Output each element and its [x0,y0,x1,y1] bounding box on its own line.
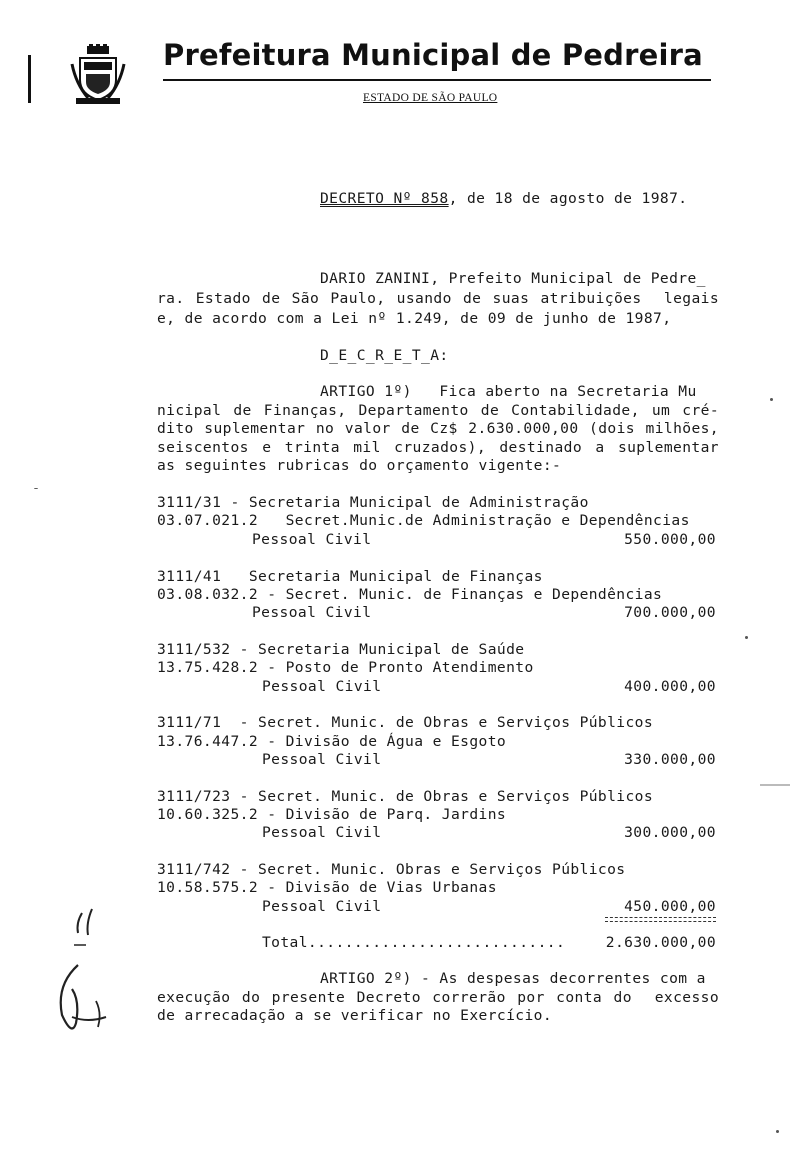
rubric-item: Pessoal Civil [262,751,382,768]
rubric-code: 3111/532 - Secretaria Municipal de Saúde [157,641,525,658]
rubric-amount: 300.000,00 [624,824,716,841]
rubric-amount: 330.000,00 [624,751,716,768]
article2-line: de arrecadação a se verificar no Exercício. [157,1007,553,1024]
article2-line: ARTIGO 2º) - As despesas decorrentes com a [320,970,706,987]
scan-speck [760,784,790,786]
scan-speck [776,1130,779,1133]
decree-heading [320,190,687,207]
title-underline [163,79,711,81]
sum-rule [605,917,716,918]
rubric-amount: 550.000,00 [624,531,716,548]
preamble-line: DARIO ZANINI, Prefeito Municipal de Pedre_ [320,270,706,287]
rubric-item: Pessoal Civil [252,604,372,621]
total-label: Total............................ [262,934,566,951]
rubric-program: 10.58.575.2 - Divisão de Vias Urbanas [157,879,497,896]
article1-line: nicipal de Finanças, Departamento de Contabilidade, um cré- [157,402,719,419]
rubric-amount: 400.000,00 [624,678,716,695]
article1-line: dito suplementar no valor de Cz$ 2.630.000,00 (dois milhões, [157,420,719,437]
rubric-item: Pessoal Civil [262,678,382,695]
state-subtitle: ESTADO DE SÃO PAULO [363,92,498,104]
rubric-code: 3111/742 - Secret. Munic. Obras e Serviços Públicos [157,861,626,878]
rubric-program: 03.07.021.2 Secret.Munic.de Administração e Dependências [157,512,690,529]
rubric-item: Pessoal Civil [252,531,372,548]
rubric-code: 3111/71 - Secret. Munic. de Obras e Serviços Públicos [157,714,654,731]
margin-bar [28,55,31,103]
scan-speck [770,398,773,401]
rubric-amount: 450.000,00 [624,898,716,915]
scan-speck [745,636,748,639]
rubric-item: Pessoal Civil [262,898,382,915]
decree-date: , de 18 de agosto de 1987. [448,190,688,207]
rubric-program: 13.76.447.2 - Divisão de Água e Esgoto [157,733,507,750]
preamble-line: e, de acordo com a Lei nº 1.249, de 09 de junho de 1987, [157,310,672,327]
rubric-code: 3111/41 Secretaria Municipal de Finanças [157,568,543,585]
rubric-item: Pessoal Civil [262,824,382,841]
coat-of-arms-icon [70,44,126,106]
article1-line: as seguintes rubricas do orçamento vigente:- [157,457,562,474]
page-title: Prefeitura Municipal de Pedreira [163,38,703,72]
article1-line: ARTIGO 1º) Fica aberto na Secretaria Mu [320,383,697,400]
rubric-program: 13.75.428.2 - Posto de Pronto Atendimento [157,659,534,676]
article1-line: seiscentos e trinta mil cruzados), destinado a suplementar [157,439,719,456]
rubric-amount: 700.000,00 [624,604,716,621]
sum-rule [605,921,716,922]
preamble-line: ra. Estado de São Paulo, usando de suas atribuições legais [157,290,719,307]
decreta-heading: D_E_C_R_E_T_A: [320,347,449,364]
rubric-code: 3111/723 - Secret. Munic. de Obras e Serviços Públicos [157,788,654,805]
rubric-program: 10.60.325.2 - Divisão de Parq. Jardins [157,806,507,823]
rubric-code: 3111/31 - Secretaria Municipal de Administração [157,494,589,511]
rubric-program: 03.08.032.2 - Secret. Munic. de Finanças e Dependências [157,586,663,603]
scan-speck [34,488,38,489]
total-amount: 2.630.000,00 [605,934,716,951]
handwritten-initials-icon [52,905,122,1045]
article2-line: execução do presente Decreto correrão por conta do excesso [157,989,719,1006]
decree-number: DECRETO Nº 858 [320,190,449,207]
